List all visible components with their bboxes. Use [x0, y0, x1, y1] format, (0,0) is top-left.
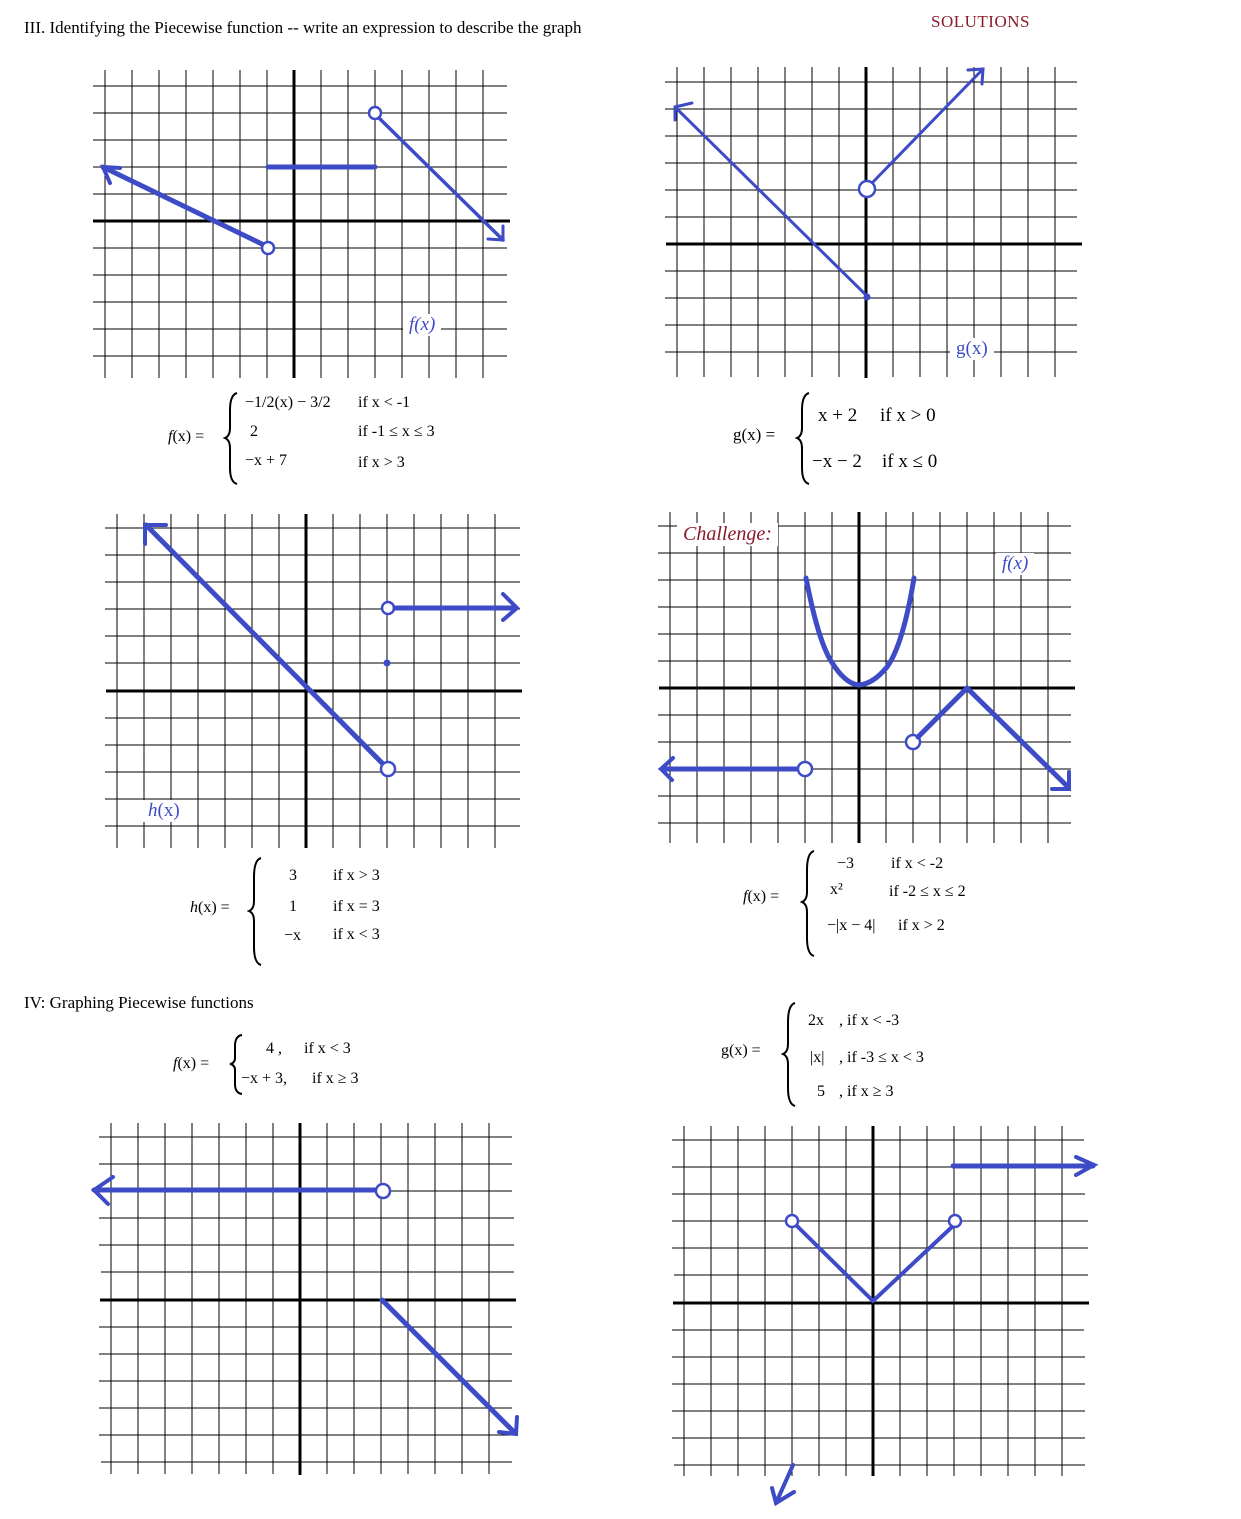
piece-expr-3: 5: [817, 1083, 825, 1100]
piece-cond-1: , if x < -3: [839, 1012, 900, 1029]
piece-cond-2: if x ≥ 3: [312, 1070, 359, 1087]
graph-f1: [90, 65, 520, 385]
graph-h1-label: h(x): [142, 800, 186, 822]
piece-expr-2: 2: [250, 423, 258, 440]
piece-expr-2: 1: [289, 898, 297, 915]
piece-cond-2: if x = 3: [333, 898, 380, 915]
graph-g1: [660, 60, 1090, 390]
graph-g3: [660, 1115, 1110, 1515]
grid-lines: [93, 70, 507, 378]
axes: [93, 70, 510, 378]
equation-lhs: g(x) =: [721, 1042, 761, 1059]
piece-expr-1: 3: [289, 867, 297, 884]
graph-f3: [90, 1115, 530, 1485]
piece-expr-1: x + 2: [818, 405, 858, 426]
challenge-label: Challenge:: [677, 523, 778, 546]
piece-expr-1: 2x: [808, 1012, 824, 1029]
piece-cond-1: if x < -2: [891, 855, 944, 872]
piece-cond-2: if x ≤ 0: [882, 451, 938, 472]
piece-cond-3: , if x ≥ 3: [839, 1083, 894, 1100]
piece-cond-1: if x < 3: [304, 1040, 351, 1057]
piece-expr-3: −|x − 4|: [827, 917, 876, 934]
equation-lhs: f(x) =: [168, 428, 205, 445]
equation-g3: [718, 1000, 978, 1110]
piece-expr-2: |x|: [810, 1049, 825, 1066]
piece-expr-2: −x − 2: [812, 451, 862, 472]
piece-cond-3: if x > 2: [898, 917, 945, 934]
piece-expr-3: −x: [284, 927, 302, 944]
graph-challenge-label: f(x): [996, 553, 1034, 575]
piece-expr-1: −1/2(x) − 3/2: [245, 394, 331, 411]
equation-f1: [165, 390, 485, 490]
piece-cond-3: if x < 3: [333, 926, 380, 943]
piece-cond-2: if -2 ≤ x ≤ 2: [889, 883, 966, 900]
piece-expr-3: −x + 7: [245, 452, 288, 469]
piece-cond-1: if x < -1: [358, 394, 411, 411]
graph-f1-label: f(x): [403, 314, 441, 336]
graph-g1-label: g(x): [950, 338, 994, 360]
piece-expr-2: −x + 3,: [241, 1070, 288, 1087]
equation-lhs: f(x) =: [173, 1055, 210, 1072]
equation-lhs: f(x) =: [743, 888, 780, 905]
left-brace-icon: [781, 1000, 801, 1108]
equation-lhs: h(x) =: [190, 899, 230, 916]
piece-cond-3: if x > 3: [358, 454, 405, 471]
left-brace-icon: [800, 848, 820, 958]
left-brace-icon: [223, 390, 243, 486]
piece-cond-2: , if -3 ≤ x < 3: [839, 1049, 924, 1066]
solutions-label: SOLUTIONS: [931, 12, 1030, 31]
equation-f2: [740, 845, 1020, 960]
piece-cond-1: if x > 0: [880, 405, 936, 426]
section-3-title: III. Identifying the Piecewise function -- write an expression to describe the graph: [24, 18, 582, 37]
piece-expr-2: x²: [830, 881, 843, 898]
section-4-title: IV: Graphing Piecewise functions: [24, 993, 254, 1012]
equation-g1: [730, 390, 990, 490]
piece-cond-1: if x > 3: [333, 867, 380, 884]
piece-expr-1: 4 ,: [266, 1040, 282, 1057]
equation-f3: [170, 1032, 390, 1097]
piece-expr-1: −3: [837, 855, 855, 872]
equation-h1: [185, 852, 425, 967]
left-brace-icon: [247, 855, 267, 967]
curve-f1: [103, 107, 503, 254]
piece-cond-2: if -1 ≤ x ≤ 3: [358, 423, 435, 440]
equation-lhs: g(x) =: [733, 425, 776, 444]
